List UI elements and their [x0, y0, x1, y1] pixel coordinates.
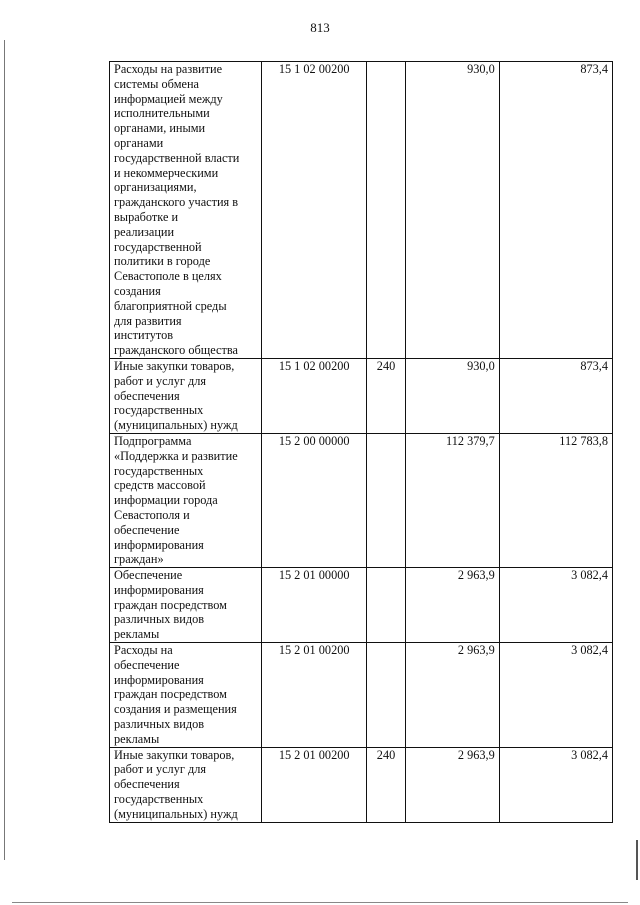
amount-year1-cell: 112 379,7	[406, 433, 500, 567]
target-article-code-cell: 15 1 02 00200	[262, 62, 367, 359]
target-article-code-cell: 15 2 00 00000	[262, 433, 367, 567]
amount-year1-cell: 2 963,9	[406, 747, 500, 822]
expense-name-cell: Обеспечение информирования граждан посредством различных видов рекламы	[110, 568, 262, 643]
expense-type-cell	[366, 433, 405, 567]
amount-year2-cell: 873,4	[499, 62, 612, 359]
expense-name-cell: Иные закупки товаров, работ и услуг для обеспечения государственных (муниципальных) нужд	[110, 358, 262, 433]
expense-type-cell	[366, 62, 405, 359]
expense-name-cell: Расходы на обеспечение информирования граждан посредством создания и размещения различных видов рекламы	[110, 643, 262, 748]
table-row	[110, 747, 613, 822]
expense-name-cell: Иные закупки товаров, работ и услуг для обеспечения государственных (муниципальных) нужд	[110, 747, 262, 822]
table-row	[110, 62, 613, 359]
target-article-code-cell: 15 2 01 00200	[262, 643, 367, 748]
amount-year1-cell: 930,0	[406, 358, 500, 433]
scan-edge-right	[636, 840, 638, 880]
target-article-code-cell: 15 2 01 00200	[262, 747, 367, 822]
amount-year2-cell: 873,4	[499, 358, 612, 433]
amount-year1-cell: 930,0	[406, 62, 500, 359]
table-row	[110, 643, 613, 748]
target-article-code-cell: 15 2 01 00000	[262, 568, 367, 643]
budget-table	[109, 61, 613, 823]
scan-edge-bottom	[12, 902, 628, 903]
expense-type-cell	[366, 568, 405, 643]
expense-type-cell: 240	[366, 747, 405, 822]
expense-name-cell: Подпрограмма «Поддержка и развитие государственных средств массовой информации города Севастополя и обеспечение информирования граждан»	[110, 433, 262, 567]
table-row	[110, 433, 613, 567]
amount-year1-cell: 2 963,9	[406, 643, 500, 748]
amount-year2-cell: 3 082,4	[499, 747, 612, 822]
target-article-code-cell: 15 1 02 00200	[262, 358, 367, 433]
expense-type-cell	[366, 643, 405, 748]
page-number: 813	[310, 20, 330, 35]
table-row	[110, 358, 613, 433]
scan-edge-left	[4, 40, 5, 860]
amount-year2-cell: 3 082,4	[499, 568, 612, 643]
table-row	[110, 568, 613, 643]
expense-type-cell: 240	[366, 358, 405, 433]
amount-year2-cell: 112 783,8	[499, 433, 612, 567]
amount-year2-cell: 3 082,4	[499, 643, 612, 748]
expense-name-cell: Расходы на развитие системы обмена информацией между исполнительными органами, иными органами государственной власти и некоммерческими организациями, гражданского участия в выработке и реализации государственной политики в городе Севастополе в целях создания благоприятной среды для развития институтов гражданского общества	[110, 62, 262, 359]
amount-year1-cell: 2 963,9	[406, 568, 500, 643]
